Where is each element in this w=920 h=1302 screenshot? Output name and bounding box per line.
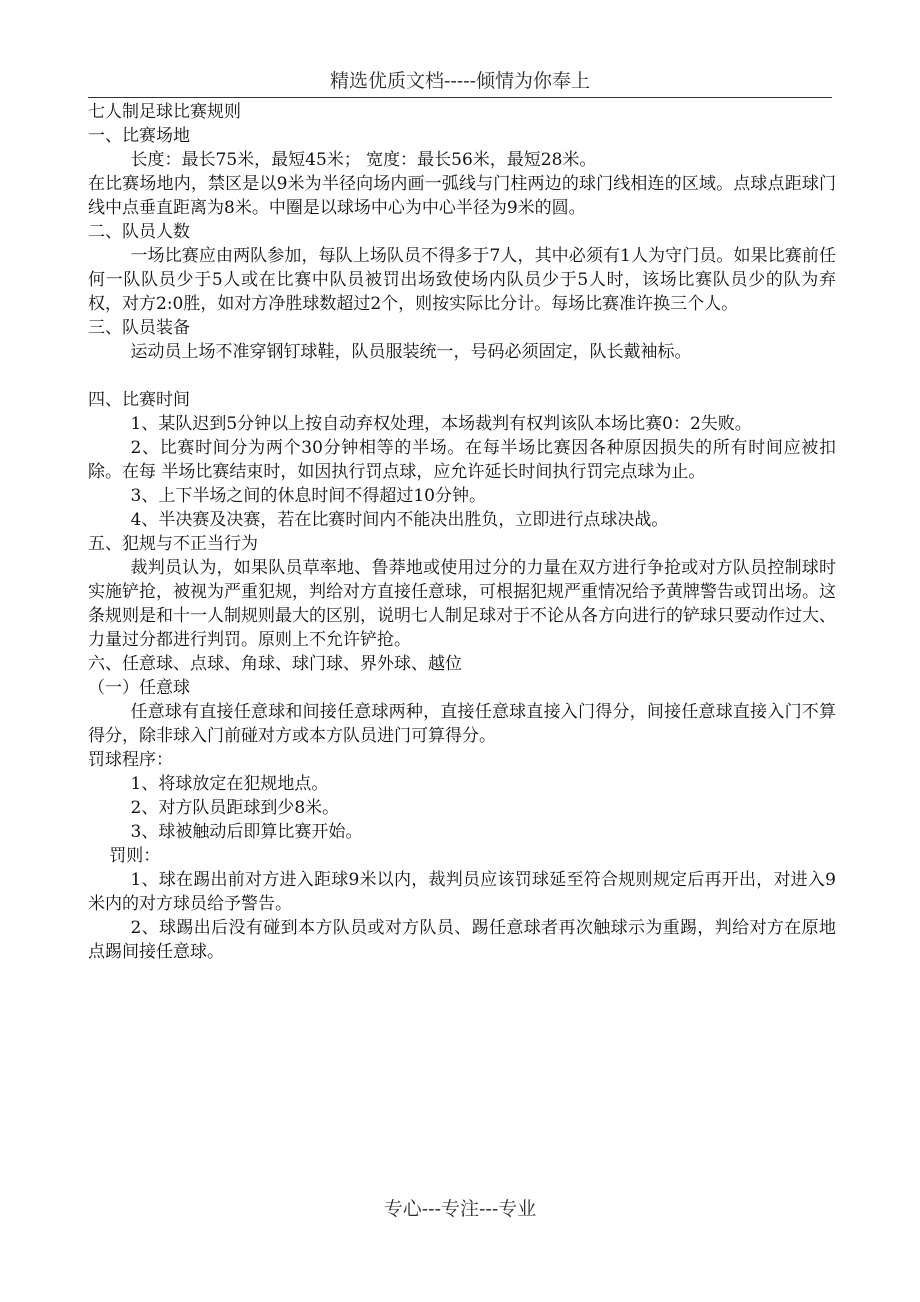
paragraph: 裁判员认为，如果队员草率地、鲁莽地或使用过分的力量在双方进行争抢或对方队员控制球时实施铲抢，被视为严重犯规，判给对方直接任意球，可根据犯规严重情况给予黄牌警告或罚出场。这条规则是和十一人制规则最大的区别，说明七人制足球对于不论从各方向进行的铲球只要动作过大、力量过分都进行判罚。原则上不允许铲抢。 <box>88 558 836 650</box>
page-footer: 专心---专注---专业 <box>383 1198 537 1220</box>
paragraph: 1、某队迟到5分钟以上按自动弃权处理，本场裁判有权判该队本场比赛0：2失败。 <box>130 414 752 434</box>
list-item: 2、对方队员距球到少8米。 <box>130 798 340 818</box>
paragraph: 3、上下半场之间的休息时间不得超过10分钟。 <box>130 486 486 506</box>
section-heading: 二、队员人数 <box>88 222 190 242</box>
paragraph: 一场比赛应由两队参加，每队上场队员不得多于7人，其中必须有1人为守门员。如果比赛前任何一队队员少于5人或在比赛中队员被罚出场致使场内队员少于5人时，该场比赛队员少的队为弃权，对方2:0胜，如对方净胜球数超过2个，则按实际比分计。每场比赛准许换三个人。 <box>88 246 836 314</box>
paragraph: 任意球有直接任意球和间接任意球两种，直接任意球直接入门得分，间接任意球直接入门不算得分，除非球入门前碰对方或本方队员进门可算得分。 <box>88 702 836 746</box>
list-item: 3、球被触动后即算比赛开始。 <box>130 822 363 842</box>
paragraph: 2、比赛时间分为两个30分钟相等的半场。在每半场比赛因各种原因损失的所有时间应被扣除。在每 半场比赛结束时，如因执行罚点球，应允许延长时间执行罚完点球为止。 <box>88 438 836 482</box>
section-heading: 三、队员装备 <box>88 318 190 338</box>
header-divider <box>88 97 832 98</box>
document-body <box>88 100 836 964</box>
section-heading: 五、犯规与不正当行为 <box>88 534 258 554</box>
list-item: 1、将球放定在犯规地点。 <box>130 774 329 794</box>
paragraph: 在比赛场地内，禁区是以9米为半径向场内画一弧线与门柱两边的球门线相连的区域。点球点距球门线中点垂直距离为8米。中圈是以球场中心为中心半径为9米的圆。 <box>88 174 836 218</box>
paragraph: 运动员上场不准穿钢钉球鞋，队员服装统一，号码必须固定，队长戴袖标。 <box>130 342 692 362</box>
section-heading: 一、比赛场地 <box>88 126 190 146</box>
section-heading: 四、比赛时间 <box>88 390 190 410</box>
paragraph: 长度：最长75米，最短45米； 宽度：最长56米，最短28米。 <box>130 150 597 170</box>
section-heading: 六、任意球、点球、角球、球门球、界外球、越位 <box>88 654 462 674</box>
list-item: 2、球踢出后没有碰到本方队员或对方队员、踢任意球者再次触球示为重踢，判给对方在原地点踢间接任意球。 <box>88 918 836 962</box>
procedure-label: 罚球程序： <box>88 750 173 770</box>
subsection-heading: （一）任意球 <box>88 678 190 698</box>
penalty-label: 罚则： <box>109 846 161 866</box>
blank-line <box>88 364 836 388</box>
list-item: 1、球在踢出前对方进入距球9米以内，裁判员应该罚球延至符合规则规定后再开出，对进入9米内的对方球员给予警告。 <box>88 870 836 914</box>
paragraph: 4、半决赛及决赛，若在比赛时间内不能决出胜负，立即进行点球决战。 <box>130 510 669 530</box>
document-title: 七人制足球比赛规则 <box>88 102 241 122</box>
page-header: 精选优质文档-----倾情为你奉上 <box>329 70 591 92</box>
